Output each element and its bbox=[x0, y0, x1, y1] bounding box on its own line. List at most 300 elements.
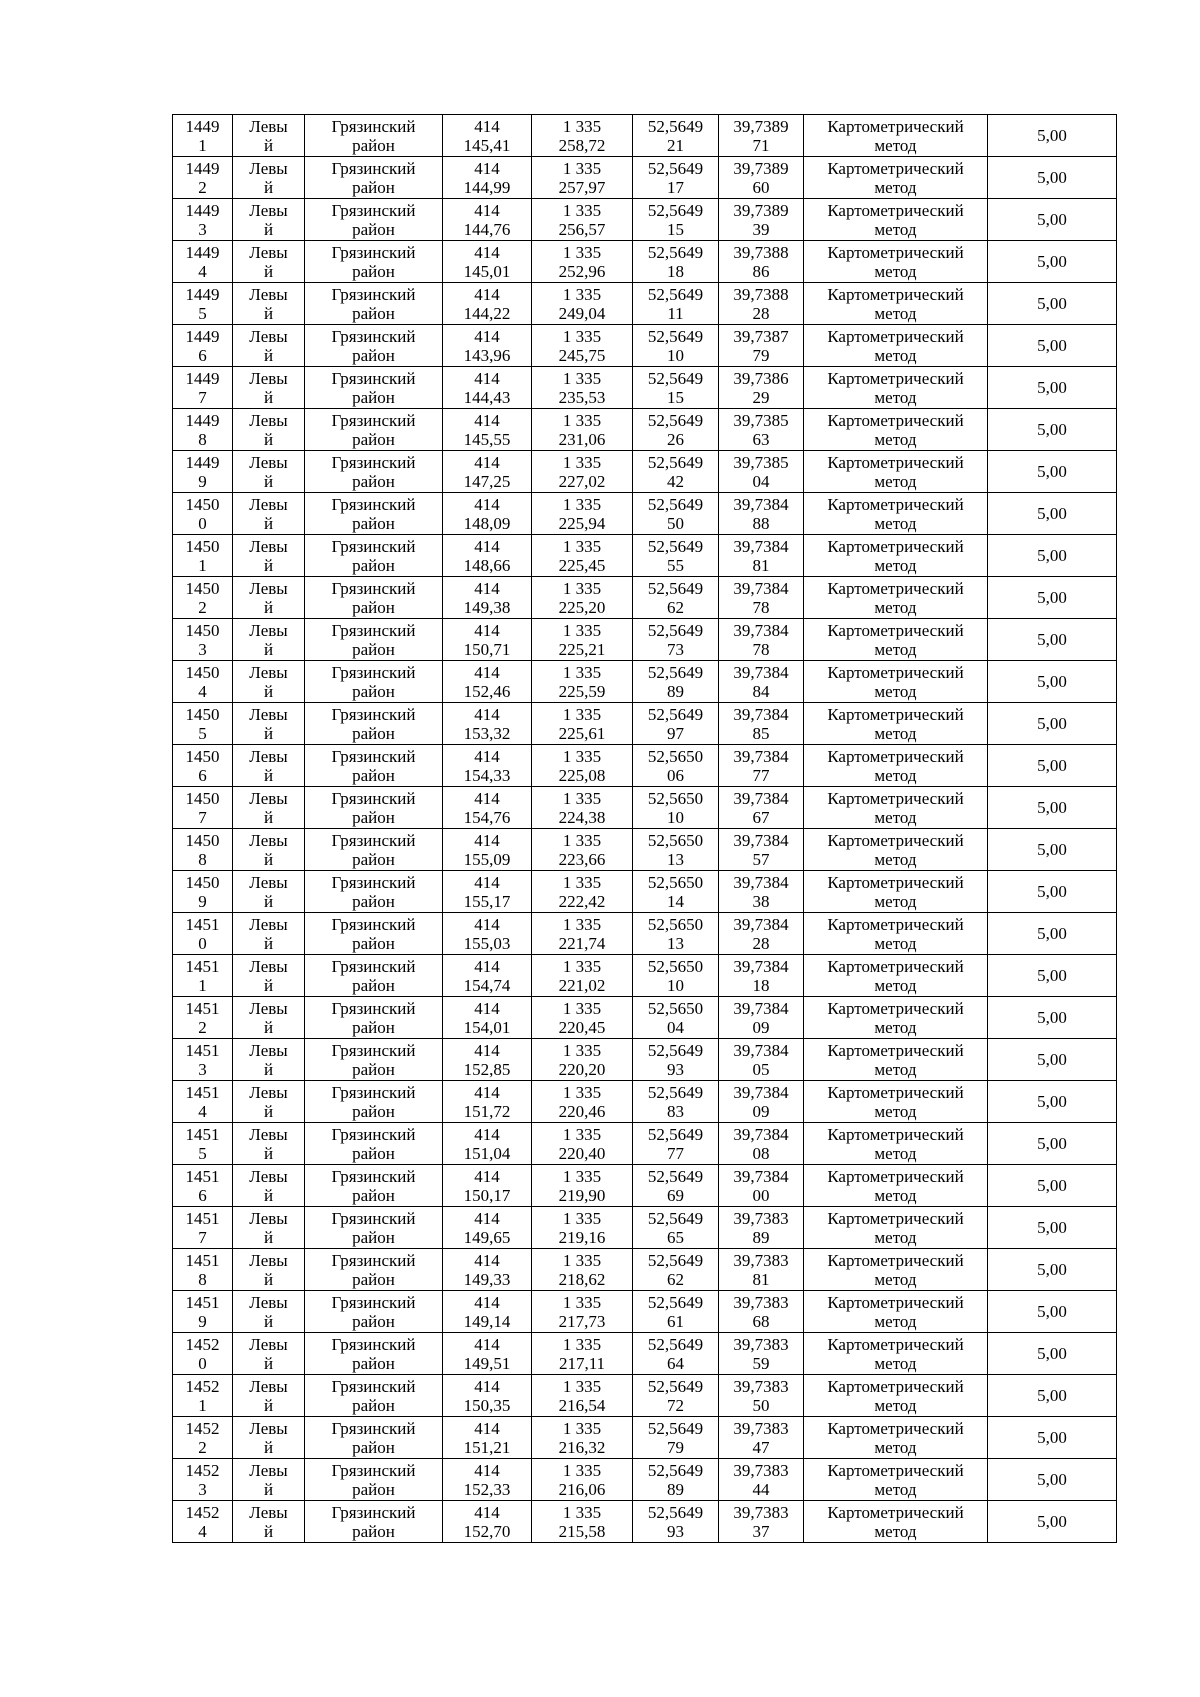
district-cell-line-2: район bbox=[352, 1017, 395, 1037]
x-coordinate-cell-line-2: 154,74 bbox=[463, 975, 511, 995]
longitude-cell-line-2: 08 bbox=[752, 1143, 770, 1163]
district-cell bbox=[305, 1459, 443, 1501]
latitude-cell-line-2: 89 bbox=[667, 681, 684, 701]
side-cell bbox=[233, 1333, 305, 1375]
side-cell-line-2: й bbox=[263, 1353, 274, 1373]
longitude-cell-line-2: 05 bbox=[752, 1059, 770, 1079]
district-cell bbox=[305, 661, 443, 703]
method-cell bbox=[804, 1207, 988, 1249]
table-row bbox=[173, 1207, 1117, 1249]
district-cell-line-1: Грязинский bbox=[331, 788, 416, 808]
x-coordinate-cell bbox=[443, 367, 532, 409]
point-number-cell-line-2: 0 bbox=[198, 933, 207, 953]
latitude-cell-line-2: 77 bbox=[667, 1143, 684, 1163]
longitude-cell-line-1: 39,7388 bbox=[733, 284, 789, 304]
x-coordinate-cell bbox=[443, 1039, 532, 1081]
latitude-cell-line-1: 52,5649 bbox=[647, 284, 704, 304]
x-coordinate-cell-line-1: 414 bbox=[474, 200, 500, 220]
method-cell-line-1: Картометрический bbox=[827, 998, 964, 1018]
x-coordinate-cell-line-2: 147,25 bbox=[463, 471, 511, 491]
side-cell-line-2: й bbox=[263, 1185, 274, 1205]
side-cell-line-2: й bbox=[263, 933, 274, 953]
longitude-cell-line-2: 60 bbox=[752, 177, 770, 197]
side-cell-line-2: й bbox=[263, 1101, 274, 1121]
y-coordinate-cell bbox=[532, 1165, 633, 1207]
latitude-cell-line-1: 52,5649 bbox=[647, 1040, 704, 1060]
method-cell-line-2: метод bbox=[874, 345, 917, 365]
side-cell-line-1: Левы bbox=[249, 788, 288, 808]
latitude-cell-line-1: 52,5650 bbox=[647, 998, 704, 1018]
side-cell-line-2: й bbox=[263, 345, 274, 365]
point-number-cell-line-1: 1449 bbox=[185, 284, 220, 304]
latitude-cell-line-2: 83 bbox=[667, 1101, 684, 1121]
longitude-cell-line-1: 39,7384 bbox=[733, 494, 789, 514]
x-coordinate-cell-line-2: 155,17 bbox=[463, 891, 511, 911]
y-coordinate-cell bbox=[532, 493, 633, 535]
longitude-cell bbox=[719, 871, 804, 913]
x-coordinate-cell bbox=[443, 199, 532, 241]
point-number-cell bbox=[173, 661, 233, 703]
district-cell-line-1: Грязинский bbox=[331, 1250, 416, 1270]
latitude-cell bbox=[633, 325, 719, 367]
district-cell bbox=[305, 1123, 443, 1165]
latitude-cell-line-1: 52,5649 bbox=[647, 452, 704, 472]
longitude-cell bbox=[719, 115, 804, 157]
error-cell: 5,00 bbox=[988, 1123, 1117, 1165]
side-cell-line-1: Левы bbox=[249, 746, 288, 766]
district-cell-line-1: Грязинский bbox=[331, 284, 416, 304]
side-cell-line-1: Левы bbox=[249, 914, 288, 934]
longitude-cell-line-2: 09 bbox=[752, 1101, 770, 1121]
latitude-cell bbox=[633, 157, 719, 199]
longitude-cell-line-1: 39,7389 bbox=[733, 200, 789, 220]
longitude-cell bbox=[719, 535, 804, 577]
error-cell: 5,00 bbox=[988, 955, 1117, 997]
y-coordinate-cell-line-2: 223,66 bbox=[558, 849, 606, 869]
y-coordinate-cell-line-1: 1 335 bbox=[562, 1166, 602, 1186]
method-cell-line-2: метод bbox=[874, 303, 917, 323]
latitude-cell bbox=[633, 451, 719, 493]
point-number-cell-line-2: 6 bbox=[198, 1185, 207, 1205]
point-number-cell-line-2: 9 bbox=[198, 891, 207, 911]
latitude-cell bbox=[633, 1333, 719, 1375]
x-coordinate-cell bbox=[443, 661, 532, 703]
district-cell bbox=[305, 199, 443, 241]
district-cell-line-1: Грязинский bbox=[331, 1460, 416, 1480]
longitude-cell-line-1: 39,7388 bbox=[733, 242, 789, 262]
side-cell-line-2: й bbox=[263, 135, 274, 155]
side-cell-line-2: й bbox=[263, 471, 274, 491]
longitude-cell-line-1: 39,7383 bbox=[733, 1460, 789, 1480]
district-cell-line-2: район bbox=[352, 681, 395, 701]
point-number-cell bbox=[173, 241, 233, 283]
x-coordinate-cell-line-2: 152,46 bbox=[463, 681, 511, 701]
table-row bbox=[173, 913, 1117, 955]
latitude-cell bbox=[633, 283, 719, 325]
latitude-cell-line-1: 52,5649 bbox=[647, 242, 704, 262]
district-cell-line-2: район bbox=[352, 429, 395, 449]
y-coordinate-cell-line-2: 216,06 bbox=[558, 1479, 606, 1499]
y-coordinate-cell bbox=[532, 787, 633, 829]
error-cell: 5,00 bbox=[988, 325, 1117, 367]
side-cell-line-1: Левы bbox=[249, 830, 288, 850]
latitude-cell-line-2: 10 bbox=[667, 345, 684, 365]
y-coordinate-cell-line-1: 1 335 bbox=[562, 998, 602, 1018]
longitude-cell-line-2: 84 bbox=[752, 681, 770, 701]
side-cell bbox=[233, 871, 305, 913]
latitude-cell bbox=[633, 1081, 719, 1123]
point-number-cell-line-2: 6 bbox=[198, 765, 207, 785]
district-cell bbox=[305, 871, 443, 913]
x-coordinate-cell bbox=[443, 283, 532, 325]
table-row bbox=[173, 1123, 1117, 1165]
longitude-cell bbox=[719, 367, 804, 409]
y-coordinate-cell-line-2: 224,38 bbox=[558, 807, 606, 827]
method-cell-line-2: метод bbox=[874, 429, 917, 449]
error-cell: 5,00 bbox=[988, 451, 1117, 493]
y-coordinate-cell bbox=[532, 283, 633, 325]
latitude-cell-line-1: 52,5649 bbox=[647, 620, 704, 640]
method-cell bbox=[804, 913, 988, 955]
y-coordinate-cell-line-2: 215,58 bbox=[558, 1521, 606, 1541]
x-coordinate-cell bbox=[443, 955, 532, 997]
longitude-cell-line-2: 78 bbox=[752, 597, 770, 617]
x-coordinate-cell-line-2: 155,03 bbox=[463, 933, 511, 953]
method-cell-line-1: Картометрический bbox=[827, 1376, 964, 1396]
longitude-cell-line-2: 50 bbox=[752, 1395, 770, 1415]
district-cell bbox=[305, 1291, 443, 1333]
longitude-cell-line-2: 89 bbox=[752, 1227, 770, 1247]
y-coordinate-cell bbox=[532, 1459, 633, 1501]
point-number-cell-line-2: 6 bbox=[198, 345, 207, 365]
side-cell bbox=[233, 115, 305, 157]
district-cell bbox=[305, 913, 443, 955]
y-coordinate-cell bbox=[532, 745, 633, 787]
side-cell bbox=[233, 997, 305, 1039]
district-cell-line-2: район bbox=[352, 975, 395, 995]
latitude-cell-line-2: 13 bbox=[667, 849, 684, 869]
x-coordinate-cell-line-1: 414 bbox=[474, 494, 500, 514]
method-cell-line-2: метод bbox=[874, 1395, 917, 1415]
district-cell-line-2: район bbox=[352, 1437, 395, 1457]
point-number-cell-line-1: 1451 bbox=[185, 1208, 220, 1228]
table-row bbox=[173, 283, 1117, 325]
side-cell bbox=[233, 493, 305, 535]
side-cell-line-1: Левы bbox=[249, 1376, 288, 1396]
longitude-cell bbox=[719, 1459, 804, 1501]
latitude-cell bbox=[633, 577, 719, 619]
latitude-cell-line-2: 14 bbox=[667, 891, 684, 911]
longitude-cell-line-2: 71 bbox=[752, 135, 770, 155]
latitude-cell-line-1: 52,5649 bbox=[647, 704, 704, 724]
method-cell-line-2: метод bbox=[874, 219, 917, 239]
longitude-cell bbox=[719, 1291, 804, 1333]
point-number-cell-line-2: 1 bbox=[198, 555, 207, 575]
point-number-cell bbox=[173, 451, 233, 493]
longitude-cell-line-2: 39 bbox=[752, 219, 770, 239]
x-coordinate-cell-line-1: 414 bbox=[474, 998, 500, 1018]
y-coordinate-cell-line-2: 227,02 bbox=[558, 471, 606, 491]
method-cell-line-1: Картометрический bbox=[827, 830, 964, 850]
latitude-cell-line-1: 52,5649 bbox=[647, 116, 704, 136]
method-cell bbox=[804, 535, 988, 577]
x-coordinate-cell-line-2: 152,85 bbox=[463, 1059, 511, 1079]
point-number-cell-line-1: 1450 bbox=[185, 746, 220, 766]
district-cell bbox=[305, 745, 443, 787]
latitude-cell-line-2: 62 bbox=[667, 597, 684, 617]
x-coordinate-cell-line-1: 414 bbox=[474, 284, 500, 304]
side-cell bbox=[233, 661, 305, 703]
error-cell: 5,00 bbox=[988, 1081, 1117, 1123]
y-coordinate-cell bbox=[532, 1249, 633, 1291]
y-coordinate-cell-line-1: 1 335 bbox=[562, 1334, 602, 1354]
latitude-cell-line-2: 18 bbox=[667, 261, 684, 281]
district-cell-line-1: Грязинский bbox=[331, 1292, 416, 1312]
point-number-cell-line-2: 9 bbox=[198, 471, 207, 491]
y-coordinate-cell-line-1: 1 335 bbox=[562, 620, 602, 640]
latitude-cell bbox=[633, 703, 719, 745]
latitude-cell-line-1: 52,5649 bbox=[647, 1250, 704, 1270]
latitude-cell bbox=[633, 871, 719, 913]
y-coordinate-cell-line-1: 1 335 bbox=[562, 788, 602, 808]
x-coordinate-cell bbox=[443, 871, 532, 913]
longitude-cell-line-1: 39,7384 bbox=[733, 536, 789, 556]
side-cell-line-1: Левы bbox=[249, 452, 288, 472]
longitude-cell bbox=[719, 409, 804, 451]
y-coordinate-cell bbox=[532, 451, 633, 493]
method-cell bbox=[804, 829, 988, 871]
point-number-cell-line-1: 1451 bbox=[185, 1124, 220, 1144]
latitude-cell-line-1: 52,5650 bbox=[647, 956, 704, 976]
x-coordinate-cell-line-2: 144,99 bbox=[463, 177, 511, 197]
latitude-cell bbox=[633, 367, 719, 409]
x-coordinate-cell-line-1: 414 bbox=[474, 662, 500, 682]
district-cell-line-1: Грязинский bbox=[331, 1418, 416, 1438]
side-cell-line-2: й bbox=[263, 429, 274, 449]
point-number-cell-line-1: 1451 bbox=[185, 1082, 220, 1102]
x-coordinate-cell-line-1: 414 bbox=[474, 1166, 500, 1186]
error-cell: 5,00 bbox=[988, 1459, 1117, 1501]
latitude-cell-line-1: 52,5649 bbox=[647, 1502, 704, 1522]
method-cell bbox=[804, 1165, 988, 1207]
method-cell bbox=[804, 1039, 988, 1081]
district-cell-line-1: Грязинский bbox=[331, 116, 416, 136]
y-coordinate-cell-line-2: 216,32 bbox=[558, 1437, 606, 1457]
district-cell bbox=[305, 829, 443, 871]
side-cell bbox=[233, 241, 305, 283]
longitude-cell-line-1: 39,7384 bbox=[733, 914, 789, 934]
error-cell: 5,00 bbox=[988, 535, 1117, 577]
table-row bbox=[173, 1375, 1117, 1417]
table-row bbox=[173, 1249, 1117, 1291]
point-number-cell-line-2: 4 bbox=[198, 261, 207, 281]
table-row bbox=[173, 997, 1117, 1039]
x-coordinate-cell bbox=[443, 493, 532, 535]
method-cell bbox=[804, 241, 988, 283]
x-coordinate-cell bbox=[443, 1165, 532, 1207]
x-coordinate-cell bbox=[443, 787, 532, 829]
y-coordinate-cell-line-2: 231,06 bbox=[558, 429, 606, 449]
x-coordinate-cell-line-2: 144,43 bbox=[463, 387, 511, 407]
y-coordinate-cell-line-1: 1 335 bbox=[562, 956, 602, 976]
point-number-cell-line-1: 1450 bbox=[185, 788, 220, 808]
point-number-cell-line-1: 1449 bbox=[185, 158, 220, 178]
point-number-cell bbox=[173, 199, 233, 241]
latitude-cell-line-1: 52,5650 bbox=[647, 914, 704, 934]
point-number-cell-line-2: 4 bbox=[198, 1101, 207, 1121]
x-coordinate-cell-line-2: 149,51 bbox=[463, 1353, 511, 1373]
x-coordinate-cell bbox=[443, 913, 532, 955]
side-cell bbox=[233, 283, 305, 325]
x-coordinate-cell-line-2: 148,09 bbox=[463, 513, 511, 533]
y-coordinate-cell-line-2: 220,45 bbox=[558, 1017, 606, 1037]
longitude-cell-line-2: 29 bbox=[752, 387, 770, 407]
x-coordinate-cell-line-1: 414 bbox=[474, 1418, 500, 1438]
y-coordinate-cell-line-2: 218,62 bbox=[558, 1269, 606, 1289]
latitude-cell-line-1: 52,5650 bbox=[647, 872, 704, 892]
y-coordinate-cell-line-1: 1 335 bbox=[562, 1502, 602, 1522]
y-coordinate-cell bbox=[532, 241, 633, 283]
district-cell bbox=[305, 1039, 443, 1081]
y-coordinate-cell-line-2: 249,04 bbox=[558, 303, 606, 323]
district-cell bbox=[305, 283, 443, 325]
method-cell-line-2: метод bbox=[874, 1311, 917, 1331]
side-cell-line-2: й bbox=[263, 303, 274, 323]
x-coordinate-cell-line-1: 414 bbox=[474, 1124, 500, 1144]
method-cell-line-2: метод bbox=[874, 1017, 917, 1037]
district-cell bbox=[305, 1417, 443, 1459]
latitude-cell bbox=[633, 955, 719, 997]
side-cell-line-2: й bbox=[263, 1227, 274, 1247]
district-cell bbox=[305, 619, 443, 661]
district-cell bbox=[305, 955, 443, 997]
latitude-cell bbox=[633, 997, 719, 1039]
y-coordinate-cell-line-1: 1 335 bbox=[562, 368, 602, 388]
latitude-cell bbox=[633, 1207, 719, 1249]
side-cell-line-2: й bbox=[263, 975, 274, 995]
side-cell-line-2: й bbox=[263, 1143, 274, 1163]
x-coordinate-cell-line-1: 414 bbox=[474, 1460, 500, 1480]
side-cell-line-2: й bbox=[263, 261, 274, 281]
x-coordinate-cell-line-1: 414 bbox=[474, 1040, 500, 1060]
table-row bbox=[173, 1039, 1117, 1081]
district-cell-line-1: Грязинский bbox=[331, 914, 416, 934]
side-cell bbox=[233, 619, 305, 661]
longitude-cell-line-2: 59 bbox=[752, 1353, 770, 1373]
side-cell-line-2: й bbox=[263, 177, 274, 197]
district-cell-line-1: Грязинский bbox=[331, 1376, 416, 1396]
x-coordinate-cell bbox=[443, 451, 532, 493]
method-cell bbox=[804, 199, 988, 241]
table-row bbox=[173, 787, 1117, 829]
table-row bbox=[173, 199, 1117, 241]
side-cell-line-2: й bbox=[263, 1311, 274, 1331]
longitude-cell-line-1: 39,7385 bbox=[733, 452, 789, 472]
side-cell-line-2: й bbox=[263, 1479, 274, 1499]
point-number-cell-line-2: 7 bbox=[198, 1227, 207, 1247]
side-cell-line-2: й bbox=[263, 1059, 274, 1079]
side-cell-line-1: Левы bbox=[249, 1124, 288, 1144]
method-cell bbox=[804, 157, 988, 199]
error-cell: 5,00 bbox=[988, 745, 1117, 787]
method-cell bbox=[804, 1291, 988, 1333]
point-number-cell-line-2: 4 bbox=[198, 681, 207, 701]
longitude-cell-line-2: 38 bbox=[752, 891, 770, 911]
longitude-cell bbox=[719, 955, 804, 997]
point-number-cell bbox=[173, 997, 233, 1039]
point-number-cell bbox=[173, 787, 233, 829]
latitude-cell bbox=[633, 1459, 719, 1501]
y-coordinate-cell-line-1: 1 335 bbox=[562, 200, 602, 220]
error-cell: 5,00 bbox=[988, 1039, 1117, 1081]
x-coordinate-cell bbox=[443, 115, 532, 157]
longitude-cell bbox=[719, 157, 804, 199]
method-cell-line-2: метод bbox=[874, 681, 917, 701]
x-coordinate-cell-line-1: 414 bbox=[474, 242, 500, 262]
point-number-cell-line-1: 1449 bbox=[185, 242, 220, 262]
side-cell-line-1: Левы bbox=[249, 200, 288, 220]
method-cell-line-2: метод bbox=[874, 1227, 917, 1247]
side-cell-line-1: Левы bbox=[249, 1040, 288, 1060]
latitude-cell-line-2: 11 bbox=[667, 303, 684, 323]
y-coordinate-cell-line-2: 217,73 bbox=[558, 1311, 606, 1331]
y-coordinate-cell-line-1: 1 335 bbox=[562, 662, 602, 682]
longitude-cell-line-2: 47 bbox=[752, 1437, 770, 1457]
x-coordinate-cell bbox=[443, 1375, 532, 1417]
error-cell: 5,00 bbox=[988, 871, 1117, 913]
latitude-cell-line-2: 61 bbox=[667, 1311, 684, 1331]
district-cell-line-2: район bbox=[352, 639, 395, 659]
y-coordinate-cell bbox=[532, 199, 633, 241]
x-coordinate-cell-line-1: 414 bbox=[474, 116, 500, 136]
longitude-cell-line-2: 09 bbox=[752, 1017, 770, 1037]
latitude-cell-line-1: 52,5650 bbox=[647, 788, 704, 808]
side-cell bbox=[233, 1039, 305, 1081]
side-cell-line-1: Левы bbox=[249, 1334, 288, 1354]
x-coordinate-cell-line-2: 151,04 bbox=[463, 1143, 511, 1163]
point-number-cell-line-1: 1450 bbox=[185, 662, 220, 682]
point-number-cell-line-1: 1449 bbox=[185, 368, 220, 388]
longitude-cell-line-1: 39,7384 bbox=[733, 620, 789, 640]
method-cell-line-2: метод bbox=[874, 1521, 917, 1541]
x-coordinate-cell-line-2: 151,72 bbox=[463, 1101, 511, 1121]
method-cell-line-2: метод bbox=[874, 135, 917, 155]
side-cell bbox=[233, 1501, 305, 1543]
district-cell-line-1: Грязинский bbox=[331, 494, 416, 514]
x-coordinate-cell-line-2: 143,96 bbox=[463, 345, 511, 365]
x-coordinate-cell-line-1: 414 bbox=[474, 1082, 500, 1102]
y-coordinate-cell-line-2: 219,90 bbox=[558, 1185, 606, 1205]
district-cell-line-1: Грязинский bbox=[331, 1124, 416, 1144]
side-cell bbox=[233, 1375, 305, 1417]
latitude-cell-line-2: 69 bbox=[667, 1185, 684, 1205]
method-cell-line-1: Картометрический bbox=[827, 326, 964, 346]
longitude-cell-line-1: 39,7383 bbox=[733, 1418, 789, 1438]
latitude-cell bbox=[633, 493, 719, 535]
table-row bbox=[173, 451, 1117, 493]
y-coordinate-cell bbox=[532, 535, 633, 577]
longitude-cell-line-1: 39,7384 bbox=[733, 578, 789, 598]
point-number-cell bbox=[173, 409, 233, 451]
side-cell bbox=[233, 535, 305, 577]
y-coordinate-cell-line-2: 219,16 bbox=[558, 1227, 606, 1247]
latitude-cell-line-1: 52,5649 bbox=[647, 200, 704, 220]
longitude-cell-line-1: 39,7384 bbox=[733, 830, 789, 850]
method-cell bbox=[804, 1459, 988, 1501]
y-coordinate-cell-line-1: 1 335 bbox=[562, 116, 602, 136]
district-cell-line-2: район bbox=[352, 513, 395, 533]
point-number-cell-line-1: 1452 bbox=[185, 1334, 220, 1354]
